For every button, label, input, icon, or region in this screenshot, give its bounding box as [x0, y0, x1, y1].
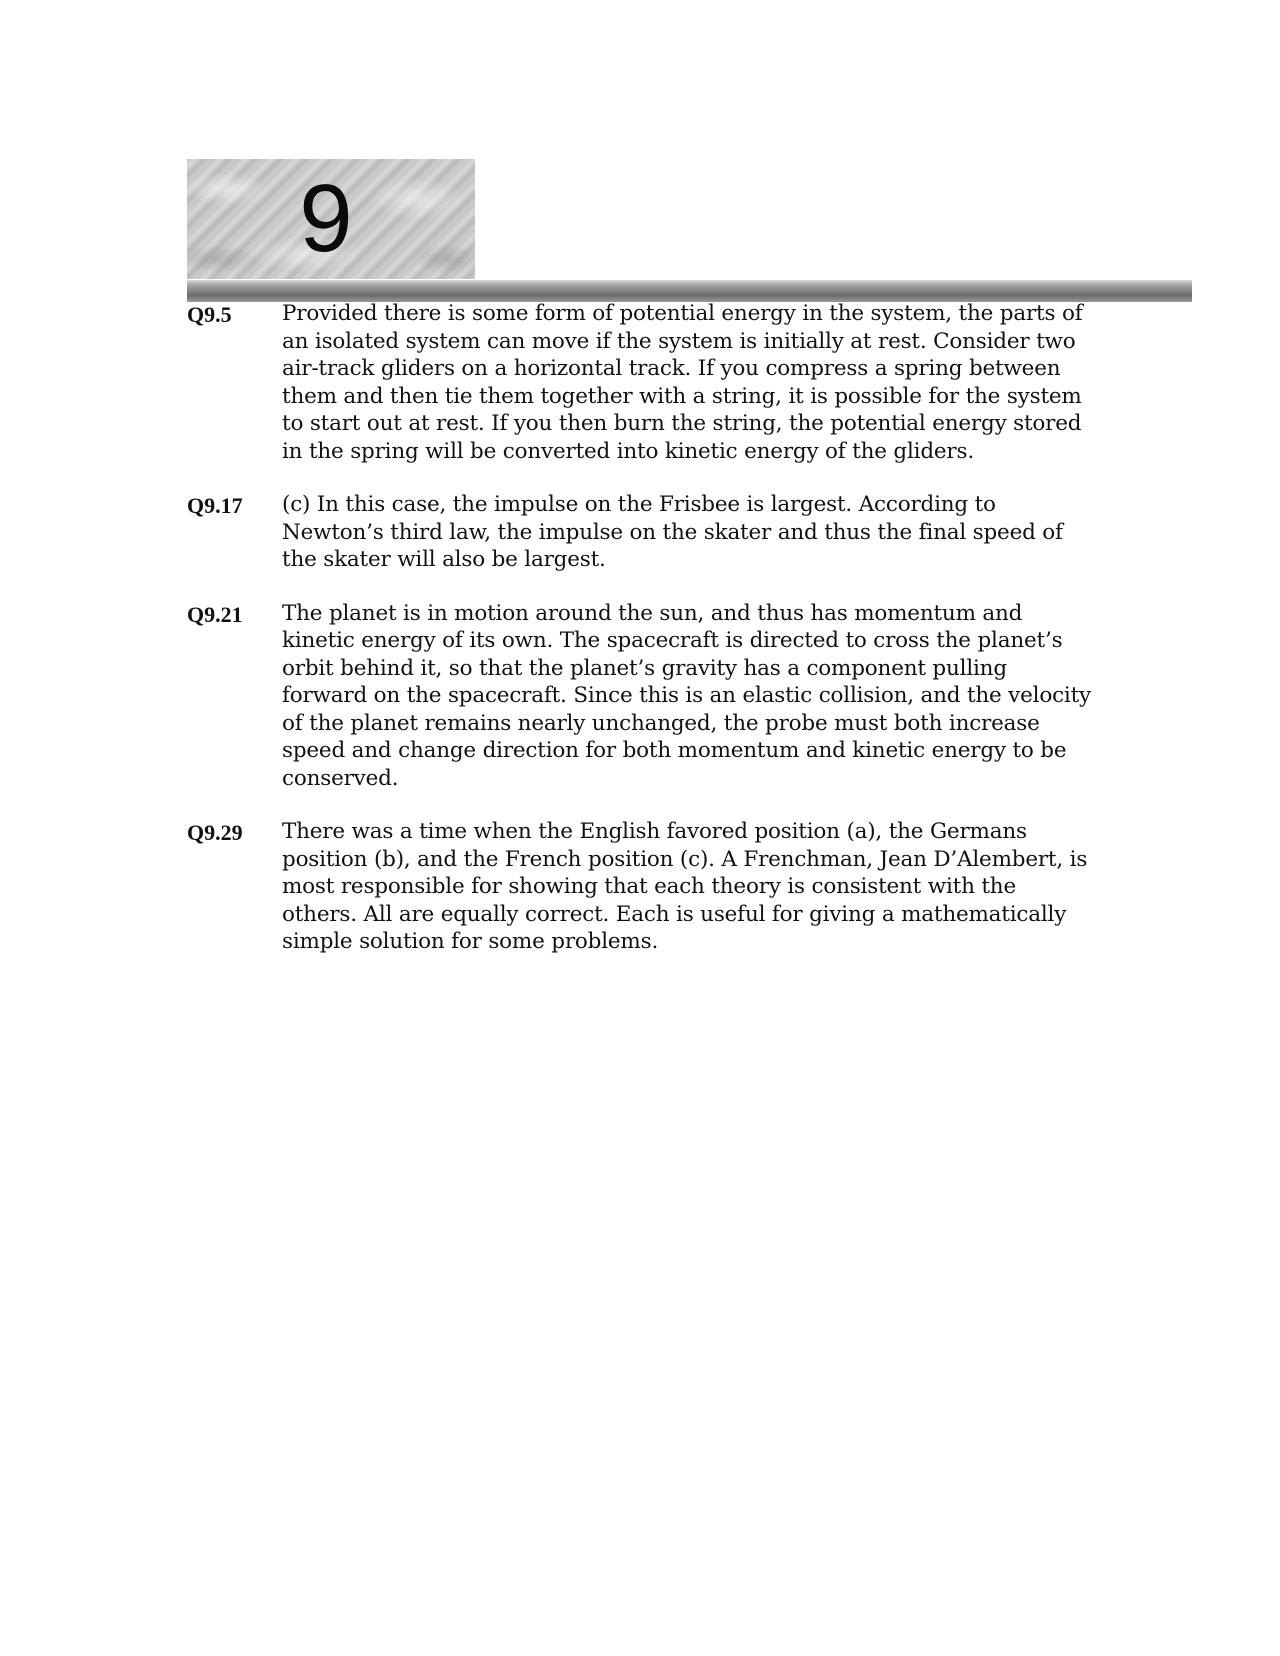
question-number: Q9.5 [187, 302, 232, 327]
answer-text: There was a time when the English favored position (a), the Germans position (b), and the French position (c). A Frenchman, Jean D’Alembert, is most responsible for showing that each theory is consistent with the others. All are equally correct. Each is useful for giving a mathematically simple solution for some problems. [282, 819, 1088, 954]
header-rule [187, 280, 1192, 302]
answer-item [187, 600, 1092, 793]
question-number: Q9.17 [187, 493, 243, 518]
answer-text: The planet is in motion around the sun, and thus has momentum and kinetic energy of its own. The spacecraft is directed to cross the planet’s orbit behind it, so that the planet’s gravity has a component pulling forward on the spacecraft. Since this is an elastic collision, and the velocity of the planet remains nearly unchanged, the probe must both increase speed and change direction for both momentum and kinetic energy to be conserved. [282, 600, 1091, 791]
answer-item [187, 818, 1092, 956]
question-number: Q9.29 [187, 820, 243, 845]
answer-item [187, 491, 1092, 574]
answer-text: Provided there is some form of potential energy in the system, the parts of an isolated system can move if the system is initially at rest. Consider two air-track gliders on a horizontal track. If you compress a spring between them and then tie them together with a string, it is possible for the system to start out at rest. If you then burn the string, the potential energy stored in the spring will be converted into kinetic energy of the gliders. [282, 301, 1083, 464]
answer-list [187, 300, 1092, 982]
chapter-number: 9 [299, 165, 353, 272]
answer-text: (c) In this case, the impulse on the Frisbee is largest. According to Newton’s third law, the impulse on the skater and thus the final speed of the skater will also be largest. [282, 492, 1063, 572]
answer-item [187, 300, 1092, 465]
question-number: Q9.21 [187, 601, 243, 627]
chapter-badge [187, 159, 475, 279]
